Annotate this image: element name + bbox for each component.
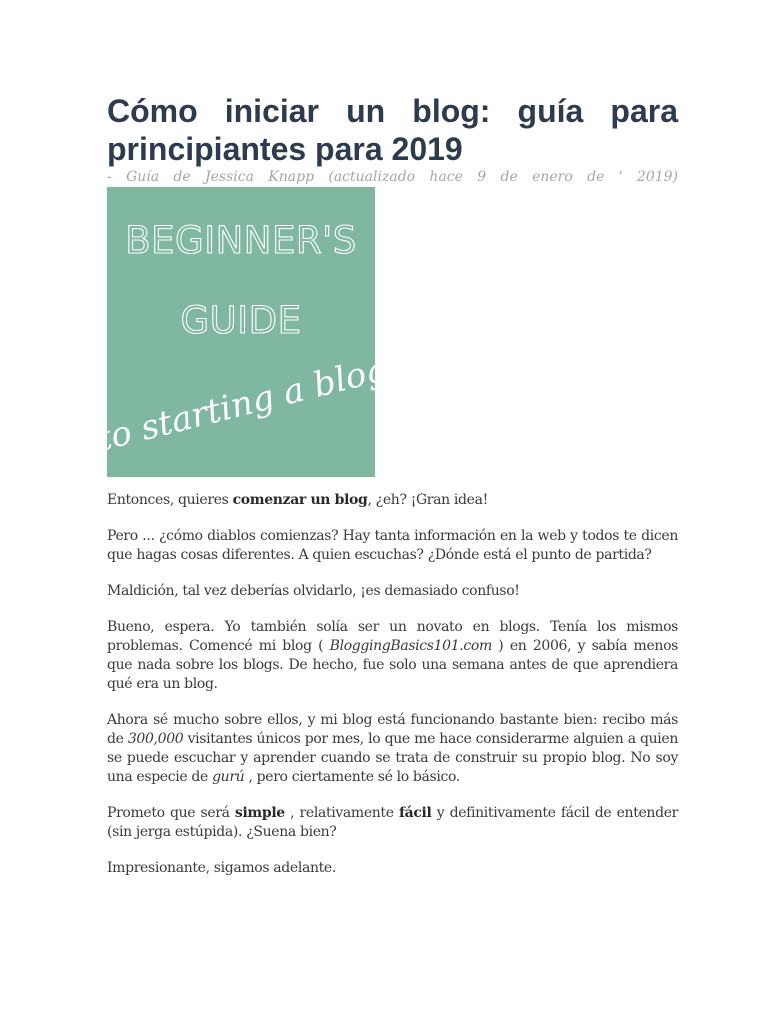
article-byline: - Guía de Jessica Knapp (actualizado hace 9 de enero de ' 2019) bbox=[107, 169, 678, 185]
image-line-beginners: BEGINNER'S bbox=[125, 219, 357, 262]
paragraph-1: Entonces, quieres comenzar un blog, ¿eh? ¡Gran idea! bbox=[107, 492, 488, 508]
image-script-text: to starting a blog bbox=[93, 348, 392, 460]
beginners-guide-graphic bbox=[93, 187, 392, 477]
article-title: Cómo iniciar un blog: guía para principiantes para 2019 bbox=[107, 93, 678, 167]
bold-facil: fácil bbox=[398, 805, 432, 821]
italic-guru: gurú bbox=[212, 769, 245, 785]
paragraph-2: Pero ... ¿cómo diablos comienzas? Hay tanta información en la web y todos te dicen que hagas cosas diferentes. A quien escuchas? ¿Dónde está el punto de partida? bbox=[107, 528, 678, 563]
paragraph-3: Maldición, tal vez deberías olvidarlo, ¡es demasiado confuso! bbox=[107, 583, 520, 599]
italic-visitor-count: 300,000 bbox=[127, 731, 184, 747]
bold-comenzar-un-blog: comenzar un blog bbox=[232, 492, 368, 508]
bold-simple: simple bbox=[234, 805, 285, 821]
article bbox=[93, 92, 679, 895]
paragraph-5: Ahora sé mucho sobre ellos, y mi blog está funcionando bastante bien: recibo más de 300,000 visitantes únicos por mes, lo que me hace considerarme alguien a quien se puede escuchar y aprender cuando se trata de construir su propio blog. No soy una especie de gurú , pero ciertamente sé lo básico. bbox=[107, 712, 679, 785]
article-body bbox=[107, 491, 678, 878]
paragraph-4: Bueno, espera. Yo también solía ser un novato en blogs. Tenía los mismos problemas. Comencé mi blog ( BloggingBasics101.com ) en 2006, y sabía menos que nada sobre los blogs. De hecho, fue solo una semana antes de que aprendiera qué era un blog. bbox=[107, 619, 678, 692]
image-line-guide: GUIDE bbox=[180, 299, 302, 342]
italic-blog-url: BloggingBasics101.com bbox=[329, 638, 492, 654]
paragraph-7: Impresionante, sigamos adelante. bbox=[107, 860, 336, 876]
paragraph-6: Prometo que será simple , relativamente fácil y definitivamente fácil de entender (sin jerga estúpida). ¿Suena bien? bbox=[107, 805, 678, 840]
beginners-guide-image bbox=[93, 187, 392, 477]
